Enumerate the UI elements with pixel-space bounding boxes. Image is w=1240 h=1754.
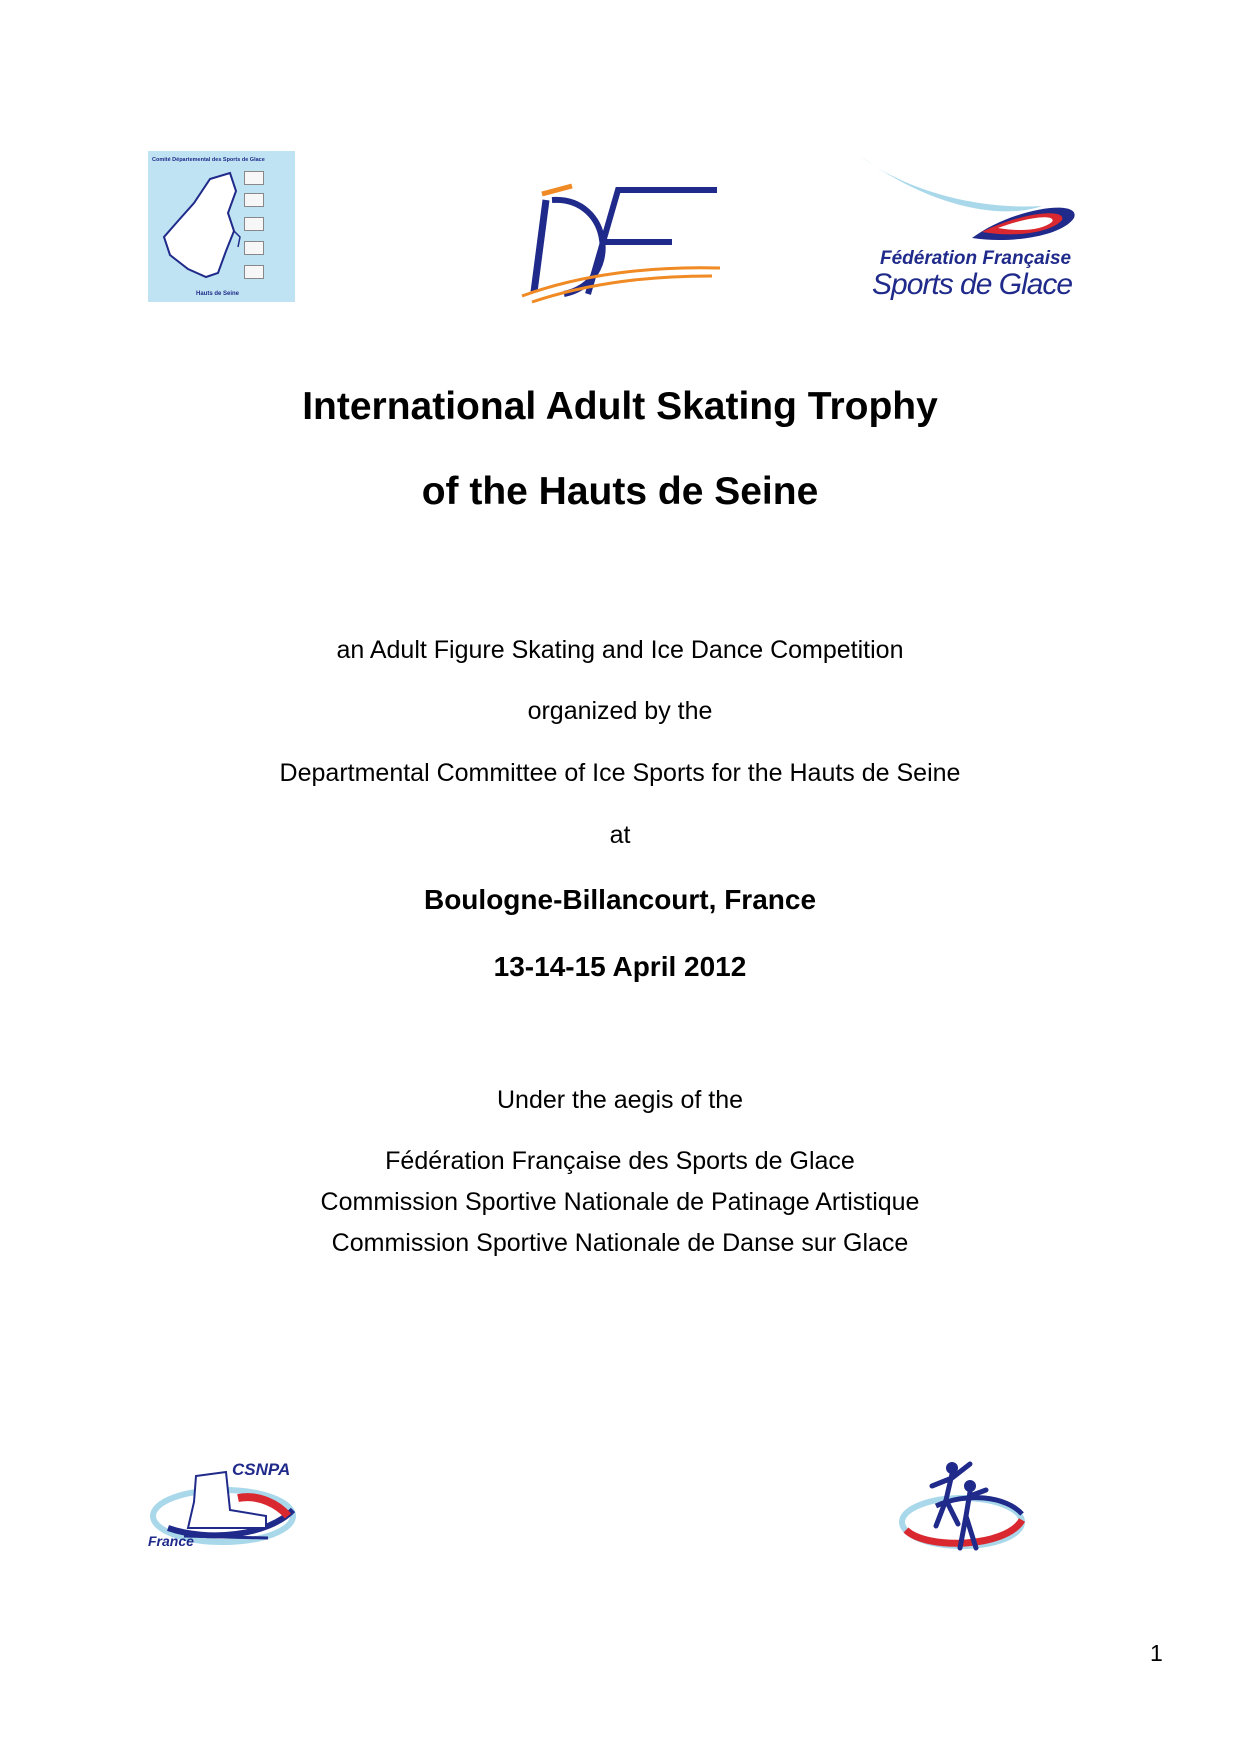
at-text: at: [609, 821, 631, 849]
skater-thumbnail-icon: [244, 265, 264, 279]
logo-footer-text: Hauts de Seine: [196, 291, 240, 297]
ice-dance-couple-icon: [896, 1456, 1028, 1562]
ice-dance-logo: [896, 1456, 1028, 1562]
hauts-de-seine-logo: [148, 151, 295, 302]
organizer-name: Departmental Committee of Ice Sports for the Hauts de Seine: [279, 759, 961, 787]
skater-thumbnail-icon: [244, 217, 264, 231]
skater-thumbnail-icon: [244, 193, 264, 207]
organized-by-text: organized by the: [527, 697, 713, 725]
csnpa-name: CSNPA: [232, 1460, 291, 1479]
event-location: Boulogne-Billancourt, France: [423, 884, 817, 915]
event-dates: 13-14-15 April 2012: [493, 951, 747, 982]
ffsg-name-line2: Sports de Glace: [872, 268, 1073, 301]
aegis-body: Fédération Française des Sports de Glace: [385, 1147, 855, 1175]
idf-logo-mark: [512, 182, 722, 304]
skater-thumbnail-icon: [244, 171, 264, 185]
logo-header-text: Comité Départemental des Sports de Glace: [152, 157, 265, 163]
ffsg-swoosh-icon: [852, 148, 1080, 258]
aegis-intro: Under the aegis of the: [497, 1086, 743, 1114]
competition-description: an Adult Figure Skating and Ice Dance Competition: [336, 636, 904, 664]
page-number: 1: [1150, 1640, 1163, 1666]
title-line-1: International Adult Skating Trophy: [302, 385, 938, 428]
ffsg-name-line1: Fédération Française: [880, 248, 1072, 269]
idf-logo: [512, 182, 722, 304]
title-line-2: of the Hauts de Seine: [421, 470, 819, 513]
ffsg-logo: [852, 148, 1080, 304]
aegis-body: Commission Sportive Nationale de Danse sur Glace: [331, 1229, 909, 1257]
csnpa-country: France: [148, 1533, 194, 1549]
skater-thumbnail-icon: [244, 241, 264, 255]
csnpa-logo: [148, 1458, 298, 1553]
aegis-body: Commission Sportive Nationale de Patinage Artistique: [320, 1188, 920, 1216]
department-map-icon: [148, 151, 295, 302]
